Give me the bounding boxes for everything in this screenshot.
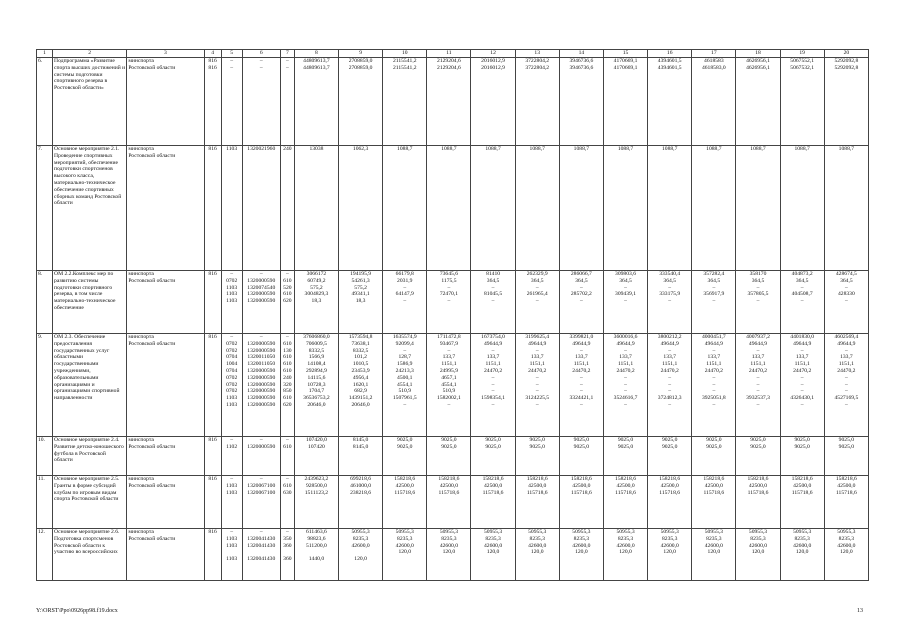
row-value: 158218,6 42500,0 115718,6 bbox=[515, 476, 559, 529]
row-code-vr: – 610 630 bbox=[280, 476, 294, 529]
row-value: 158218,6 42500,0 115718,6 bbox=[471, 476, 515, 529]
row-value: 9025,0 9025,0 bbox=[515, 437, 559, 476]
row-value: 2708859,0 2708859,0 bbox=[339, 58, 383, 146]
row-value: 1673754,0 49644,9 – 133,7 1151,1 24470,2 – – – 1598354,1 – bbox=[471, 334, 515, 437]
row-value: 1088,7 bbox=[780, 146, 824, 271]
row-value: 50955,3 8235,3 42600,0 120,0 bbox=[515, 529, 559, 581]
row-value: 4170669,1 4170669,1 bbox=[603, 58, 647, 146]
row-code-csr: – 1320000590 1320074540 1320000590 1320000590 bbox=[242, 271, 280, 334]
row-code-vr: 240 bbox=[280, 146, 294, 271]
row-value: 1711472,8 93467,9 – 133,7 1151,1 24995,9 4657,1 4554,1 510,9 1582002,1 – bbox=[427, 334, 471, 437]
row-executor: минспорта Ростовской области bbox=[127, 334, 204, 437]
row-value: 5292092,8 5292092,8 bbox=[824, 58, 868, 146]
row-value: 3800212,2 49644,9 – 133,7 1151,1 24470,2 – – – 3724812,3 – bbox=[648, 334, 692, 437]
row-value: 1088,7 bbox=[559, 146, 603, 271]
budget-table bbox=[36, 49, 869, 581]
row-value: 50955,3 8235,3 42600,0 120,0 bbox=[736, 529, 780, 581]
row-code-rzpr: – 0702 1103 1103 1103 bbox=[221, 271, 242, 334]
row-code-rzpr: – 1103 1103 1103 bbox=[221, 529, 242, 581]
row-value: 158218,6 42500,0 115718,6 bbox=[427, 476, 471, 529]
column-header: 7 bbox=[280, 50, 294, 58]
row-value: 50955,3 8235,3 42600,0 120,0 bbox=[824, 529, 868, 581]
row-value: 4401830,0 49644,9 – 133,7 1151,1 24470,2 – – – 4326430,1 – bbox=[780, 334, 824, 437]
row-value: 333540,4 364,5 – 333175,9 – bbox=[648, 271, 692, 334]
header-row bbox=[37, 50, 869, 58]
row-number: 11. bbox=[37, 476, 53, 529]
row-value: 50955,3 8235,3 42600,0 120,0 bbox=[559, 529, 603, 581]
row-code-vr: – 610 520 610 620 bbox=[280, 271, 294, 334]
row-value: 9025,0 9025,0 bbox=[692, 437, 736, 476]
row-number: 8. bbox=[37, 271, 53, 334]
column-header: 1 bbox=[37, 50, 53, 58]
row-value: 13038 bbox=[294, 146, 338, 271]
row-value: 2115541,2 2115541,2 bbox=[383, 58, 427, 146]
row-value: 9025,0 9025,0 bbox=[648, 437, 692, 476]
row-name: Основное мероприятие 2.4. Развитие детско-юношеского футбола в Ростовской области bbox=[53, 437, 127, 476]
row-name: Основное мероприятие 2.6. Подготовка спортсменов Ростовской области к участию во всероссийских bbox=[53, 529, 127, 581]
row-value: 3199625,4 49644,9 – 133,7 1151,1 24470,2 – – – 3124225,5 – bbox=[515, 334, 559, 437]
row-value: 50955,3 8235,3 42600,0 120,0 bbox=[692, 529, 736, 581]
row-value: 50955,3 8235,3 42600,0 120,0 bbox=[471, 529, 515, 581]
row-code-grbs: 816 bbox=[204, 146, 221, 271]
row-code-vr: – – bbox=[280, 58, 294, 146]
column-header: 6 bbox=[242, 50, 280, 58]
row-value: 5067552,1 5067532,1 bbox=[780, 58, 824, 146]
row-value: 1088,7 bbox=[824, 146, 868, 271]
row-code-vr: – 350 360 360 bbox=[280, 529, 294, 581]
row-value: 1088,7 bbox=[736, 146, 780, 271]
table-row bbox=[37, 271, 869, 334]
row-code-vr: – 610 bbox=[280, 437, 294, 476]
row-value: 9025,0 9025,0 bbox=[780, 437, 824, 476]
row-executor: минспорта Ростовской области bbox=[127, 58, 204, 146]
row-value: 2016012,9 2016012,9 bbox=[471, 58, 515, 146]
row-code-grbs: 816 816 bbox=[204, 58, 221, 146]
row-code-grbs: 816 bbox=[204, 334, 221, 437]
column-header: 12 bbox=[471, 50, 515, 58]
row-value: 158218,6 42500,0 115718,6 bbox=[824, 476, 868, 529]
row-value: 1088,7 bbox=[515, 146, 559, 271]
row-number: 6. bbox=[37, 58, 53, 146]
column-header: 2 bbox=[53, 50, 127, 58]
row-number: 9. bbox=[37, 334, 53, 437]
row-value: 3066172 60749,2 575,2 3004829,3 18,3 bbox=[294, 271, 338, 334]
row-value: 194195,9 54261,3 575,2 49341,1 18,3 bbox=[339, 271, 383, 334]
row-value: 158218,6 42500,0 115718,6 bbox=[648, 476, 692, 529]
table-row bbox=[37, 58, 869, 146]
row-value: 50955,3 8235,3 42600,0 120,0 bbox=[603, 529, 647, 581]
column-header: 14 bbox=[559, 50, 603, 58]
row-value: 428674,5 364,5 – 428330 – bbox=[824, 271, 868, 334]
table-row bbox=[37, 437, 869, 476]
row-value: 1573594,8 73638,1 8332,5 101,2 1010,5 23453,9 4956,4 1620,1 682,9 1439151,2 20646,0 bbox=[339, 334, 383, 437]
column-header: 20 bbox=[824, 50, 868, 58]
row-value: 1088,7 bbox=[692, 146, 736, 271]
row-value: 4626956,1 4626956,1 bbox=[736, 58, 780, 146]
row-value: 611463,6 98823,6 511200,0 1440,0 bbox=[294, 529, 338, 581]
row-value: 2129204,6 2129204,6 bbox=[427, 58, 471, 146]
row-value: 8145,0 8145,0 bbox=[339, 437, 383, 476]
column-header: 9 bbox=[339, 50, 383, 58]
row-value: 9025,0 9025,0 bbox=[471, 437, 515, 476]
row-code-vr: – 610 130 610 610 610 240 320 850 610 620 bbox=[280, 334, 294, 437]
row-code-csr: – 1320000590 1320000590 1320011050 1320011050 1320000590 1320000590 1320000590 1320000590 1320000590 1320000590 bbox=[242, 334, 280, 437]
row-value: 9025,0 9025,0 bbox=[383, 437, 427, 476]
row-code-rzpr: 1103 bbox=[221, 146, 242, 271]
row-number: 10. bbox=[37, 437, 53, 476]
row-value: 262329,9 364,5 – 261965,4 – bbox=[515, 271, 559, 334]
column-header: 18 bbox=[736, 50, 780, 58]
row-value: 1088,7 bbox=[603, 146, 647, 271]
row-value: 66179,8 2031,9 – 64147,9 – bbox=[383, 271, 427, 334]
row-value: 1635574,9 92099,4 – 128,7 1586,9 24213,3 4500,1 4554,1 510,9 1507961,5 – bbox=[383, 334, 427, 437]
row-value: 1088,7 bbox=[383, 146, 427, 271]
row-name: ОМ 2.2.Комплекс мер по развитию системы подготовки спортивного резерва, в том числе материально-техническое обеспечение bbox=[53, 271, 127, 334]
row-value: 3946736,6 3946736,6 bbox=[559, 58, 603, 146]
row-value: 158218,6 42500,0 115718,6 bbox=[383, 476, 427, 529]
row-value: 4000451,7 49644,9 – 133,7 1151,1 24470,2 – – – 3925051,8 – bbox=[692, 334, 736, 437]
column-header: 16 bbox=[648, 50, 692, 58]
row-executor: минспорта Ростовской области bbox=[127, 476, 204, 529]
row-code-csr: – – bbox=[242, 58, 280, 146]
column-header: 17 bbox=[692, 50, 736, 58]
column-header: 8 bbox=[294, 50, 338, 58]
row-code-rzpr: – 1102 bbox=[221, 437, 242, 476]
row-value: 3600016,6 49644,9 – 133,7 1151,1 24470,2 – – – 3524616,7 – bbox=[603, 334, 647, 437]
row-value: 50955,3 8235,3 42600,0 120,0 bbox=[648, 529, 692, 581]
row-value: 1088,7 bbox=[427, 146, 471, 271]
row-value: 50955,3 8235,3 42600,0 120,0 bbox=[383, 529, 427, 581]
table-row bbox=[37, 529, 869, 581]
row-code-grbs: 816 bbox=[204, 271, 221, 334]
row-value: 4618583 4618583,0 bbox=[692, 58, 736, 146]
row-code-grbs: 816 bbox=[204, 437, 221, 476]
row-value: 1062,3 bbox=[339, 146, 383, 271]
row-value: 9025,0 9025,0 bbox=[559, 437, 603, 476]
row-value: 158218,6 42500,0 115718,6 bbox=[559, 476, 603, 529]
row-executor: минспорта Ростовской области bbox=[127, 529, 204, 581]
row-number: 7. bbox=[37, 146, 53, 271]
row-code-rzpr: – 0702 0702 0704 1004 0704 0702 0702 0702 1103 1103 bbox=[221, 334, 242, 437]
table-row bbox=[37, 146, 869, 271]
row-executor: минспорта Ростовской области bbox=[127, 437, 204, 476]
row-value: 158218,6 42500,0 115718,6 bbox=[692, 476, 736, 529]
row-value: 158218,6 42500,0 115718,6 bbox=[736, 476, 780, 529]
row-value: 50955,3 8235,3 42600,0 120,0 bbox=[427, 529, 471, 581]
column-header: 4 bbox=[204, 50, 221, 58]
row-executor: минспорта Ростовской области bbox=[127, 271, 204, 334]
row-value: 3399821,0 49644,9 – 133,7 1151,1 24470,2 – – – 3324421,1 – bbox=[559, 334, 603, 437]
column-header: 3 bbox=[127, 50, 204, 58]
row-value: 2439623,2 928500,0 1511123,2 bbox=[294, 476, 338, 529]
row-name: ОМ 2.3. Обеспечение предоставления государственных услуг областными государственными учреждениями, образовательными организациями и организациями спортивной направленности bbox=[53, 334, 127, 437]
row-value: 9025,0 9025,0 bbox=[603, 437, 647, 476]
page-number: 13 bbox=[857, 608, 863, 614]
row-name: Основное мероприятие 2.1. Проведение спортивных мероприятий, обеспечение подготовки спортсменов высокого класса, материально-техническое обеспечение спортивных сборных команд Ростовской области bbox=[53, 146, 127, 271]
row-code-csr: 1320021960 bbox=[242, 146, 280, 271]
row-value: 286066,7 364,5 – 285702,2 – bbox=[559, 271, 603, 334]
row-code-csr: – 1320067100 1320067100 bbox=[242, 476, 280, 529]
row-value: 358170 364,5 – 357805,5 – bbox=[736, 271, 780, 334]
row-value: 1088,7 bbox=[471, 146, 515, 271]
table-row bbox=[37, 334, 869, 437]
row-value: 357282,4 364,5 – 356917,9 – bbox=[692, 271, 736, 334]
row-code-grbs: 816 bbox=[204, 476, 221, 529]
table-row bbox=[37, 476, 869, 529]
row-value: 50955,3 8235,3 42600,0 120,0 bbox=[780, 529, 824, 581]
row-value: 404873,2 364,5 – 404508,7 – bbox=[780, 271, 824, 334]
row-value: 1088,7 bbox=[648, 146, 692, 271]
row-value: 44809613,7 44809613,7 bbox=[294, 58, 338, 146]
column-header: 19 bbox=[780, 50, 824, 58]
row-value: 107420,0 107420 bbox=[294, 437, 338, 476]
file-path: Y:\ORST\Ppo\0926pp98.f19.docx bbox=[36, 608, 118, 614]
row-value: 81410 364,5 – 81045,5 – bbox=[471, 271, 515, 334]
row-value: 4602569,4 49644,9 – 133,7 1151,1 24470,2 – – – 4527169,5 – bbox=[824, 334, 868, 437]
row-value: 9025,0 9025,0 bbox=[736, 437, 780, 476]
row-number: 12. bbox=[37, 529, 53, 581]
column-header: 11 bbox=[427, 50, 471, 58]
column-header: 15 bbox=[603, 50, 647, 58]
row-name: Подпрограмма «Развитие спорта высших достижений и системы подготовки спортивного резерва в Ростовской области» bbox=[53, 58, 127, 146]
row-value: 37606860,0 706009,5 8332,5 1566,9 14108,4 292894,9 14115,6 10728,3 1704,7 36536753,2 20646,0 bbox=[294, 334, 338, 437]
row-code-csr: – 1320000590 bbox=[242, 437, 280, 476]
row-value: 158218,6 42500,0 115718,6 bbox=[603, 476, 647, 529]
row-value: 699218,6 461000,0 238218,6 bbox=[339, 476, 383, 529]
row-code-grbs: 816 bbox=[204, 529, 221, 581]
row-value: 309803,6 364,5 – 309439,1 – bbox=[603, 271, 647, 334]
row-code-rzpr: – – bbox=[221, 58, 242, 146]
row-value: 73645,6 1175,5 – 72470,1 – bbox=[427, 271, 471, 334]
row-value: 4394601,5 4394601,5 bbox=[648, 58, 692, 146]
row-code-rzpr: – 1103 1103 bbox=[221, 476, 242, 529]
row-value: 3722804,2 3722804,2 bbox=[515, 58, 559, 146]
row-executor: минспорта Ростовской области bbox=[127, 146, 204, 271]
row-value: 158218,6 42500,0 115718,6 bbox=[780, 476, 824, 529]
row-code-csr: – 1320041430 1320041430 1320041430 bbox=[242, 529, 280, 581]
row-name: Основное мероприятие 2.5. Гранты в форме субсидий клубам по игровым видам спорта Ростовской области bbox=[53, 476, 127, 529]
column-header: 5 bbox=[221, 50, 242, 58]
column-header: 10 bbox=[383, 50, 427, 58]
row-value: 9025,0 9025,0 bbox=[427, 437, 471, 476]
row-value: 50955,3 8235,3 42600,0 120,0 bbox=[339, 529, 383, 581]
column-header: 13 bbox=[515, 50, 559, 58]
row-value: 4007937,2 49644,9 – 133,7 1151,1 24470,2 – – – 3932537,3 – bbox=[736, 334, 780, 437]
row-value: 9025,0 9025,0 bbox=[824, 437, 868, 476]
